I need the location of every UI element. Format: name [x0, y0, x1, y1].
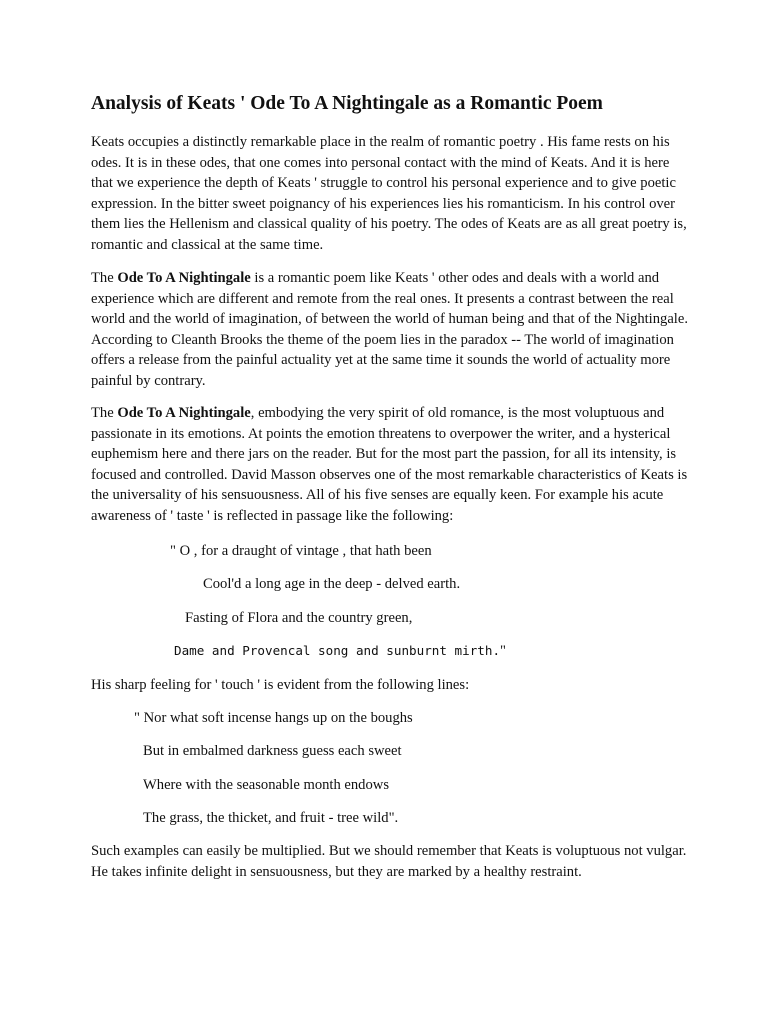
document-title: Analysis of Keats ' Ode To A Nightingale as a Romantic Poem	[91, 93, 603, 114]
quote-touch-line-3: Where with the seasonable month endows	[143, 777, 389, 793]
paragraph-intro: Keats occupies a distinctly remarkable place in the realm of romantic poetry . His fame rests on his odes. It is in these odes, that one comes into personal contact with the mind of Keats. And it is here that we experience the depth of Keats ' struggle to control his personal experience and to give poetic expression. In the bitter sweet poignancy of his experiences lies his romanticism. In his control over them lies the Hellenism and classical quality of his poetry. The odes of Keats are as all great poetry is, romantic and classical at the same time.	[91, 134, 687, 253]
poem-title-bold: Ode To A Nightingale	[117, 270, 251, 286]
paragraph-theme-body: is a romantic poem like Keats ' other odes and deals with a world and experience which are different and remote from the real ones. It presents a contrast between the real world and the world of imagination, of between the world of human being and that of the Nightingale. According to Cleanth Brooks the theme of the poem lies in the paradox -- The world of imagination offers a release from the painful actuality yet at the same time it sounds the world of actuality more painful by contrary.	[91, 270, 688, 389]
touch-intro: His sharp feeling for ' touch ' is evident from the following lines:	[91, 677, 470, 693]
quote-taste-line-2: Cool'd a long age in the deep - delved earth.	[203, 576, 461, 592]
paragraph-theme	[91, 268, 691, 392]
quote-taste-line-1: " O , for a draught of vintage , that hath been	[170, 543, 432, 559]
quote-touch-line-4: The grass, the thicket, and fruit - tree wild".	[143, 810, 399, 826]
paragraph-emotion-lead: The	[91, 405, 118, 421]
paragraph-conclusion: Such examples can easily be multiplied. But we should remember that Keats is voluptuous not vulgar. He takes infinite delight in sensuousness, but they are marked by a healthy restraint.	[91, 843, 687, 880]
paragraph-emotion-body: , embodying the very spirit of old romance, is the most voluptuous and passionate in its emotions. At points the emotion threatens to overpower the writer, and a hysterical euphemism here and there jars on the reader. But for the most part the passion, for all its intensity, is focused and controlled. David Masson observes one of the most remarkable characteristics of Keats is the universality of his sensuousness. All of his five senses are equally keen. For example his acute awareness of ' taste ' is reflected in passage like the following:	[91, 405, 688, 524]
quote-touch-line-1: " Nor what soft incense hangs up on the boughs	[134, 710, 413, 726]
quote-touch-line-2: But in embalmed darkness guess each sweet	[143, 743, 402, 759]
poem-title-bold: Ode To A Nightingale	[117, 405, 251, 421]
quote-taste-closing-mark: "	[500, 643, 506, 659]
quote-taste-line-3: Fasting of Flora and the country green,	[185, 610, 413, 626]
quote-taste-line-4	[174, 641, 506, 661]
paragraph-theme-lead: The	[91, 270, 118, 286]
paragraph-emotion	[91, 403, 691, 527]
quote-taste-line-4-text: Dame and Provencal song and sunburnt mirth.	[174, 643, 501, 658]
